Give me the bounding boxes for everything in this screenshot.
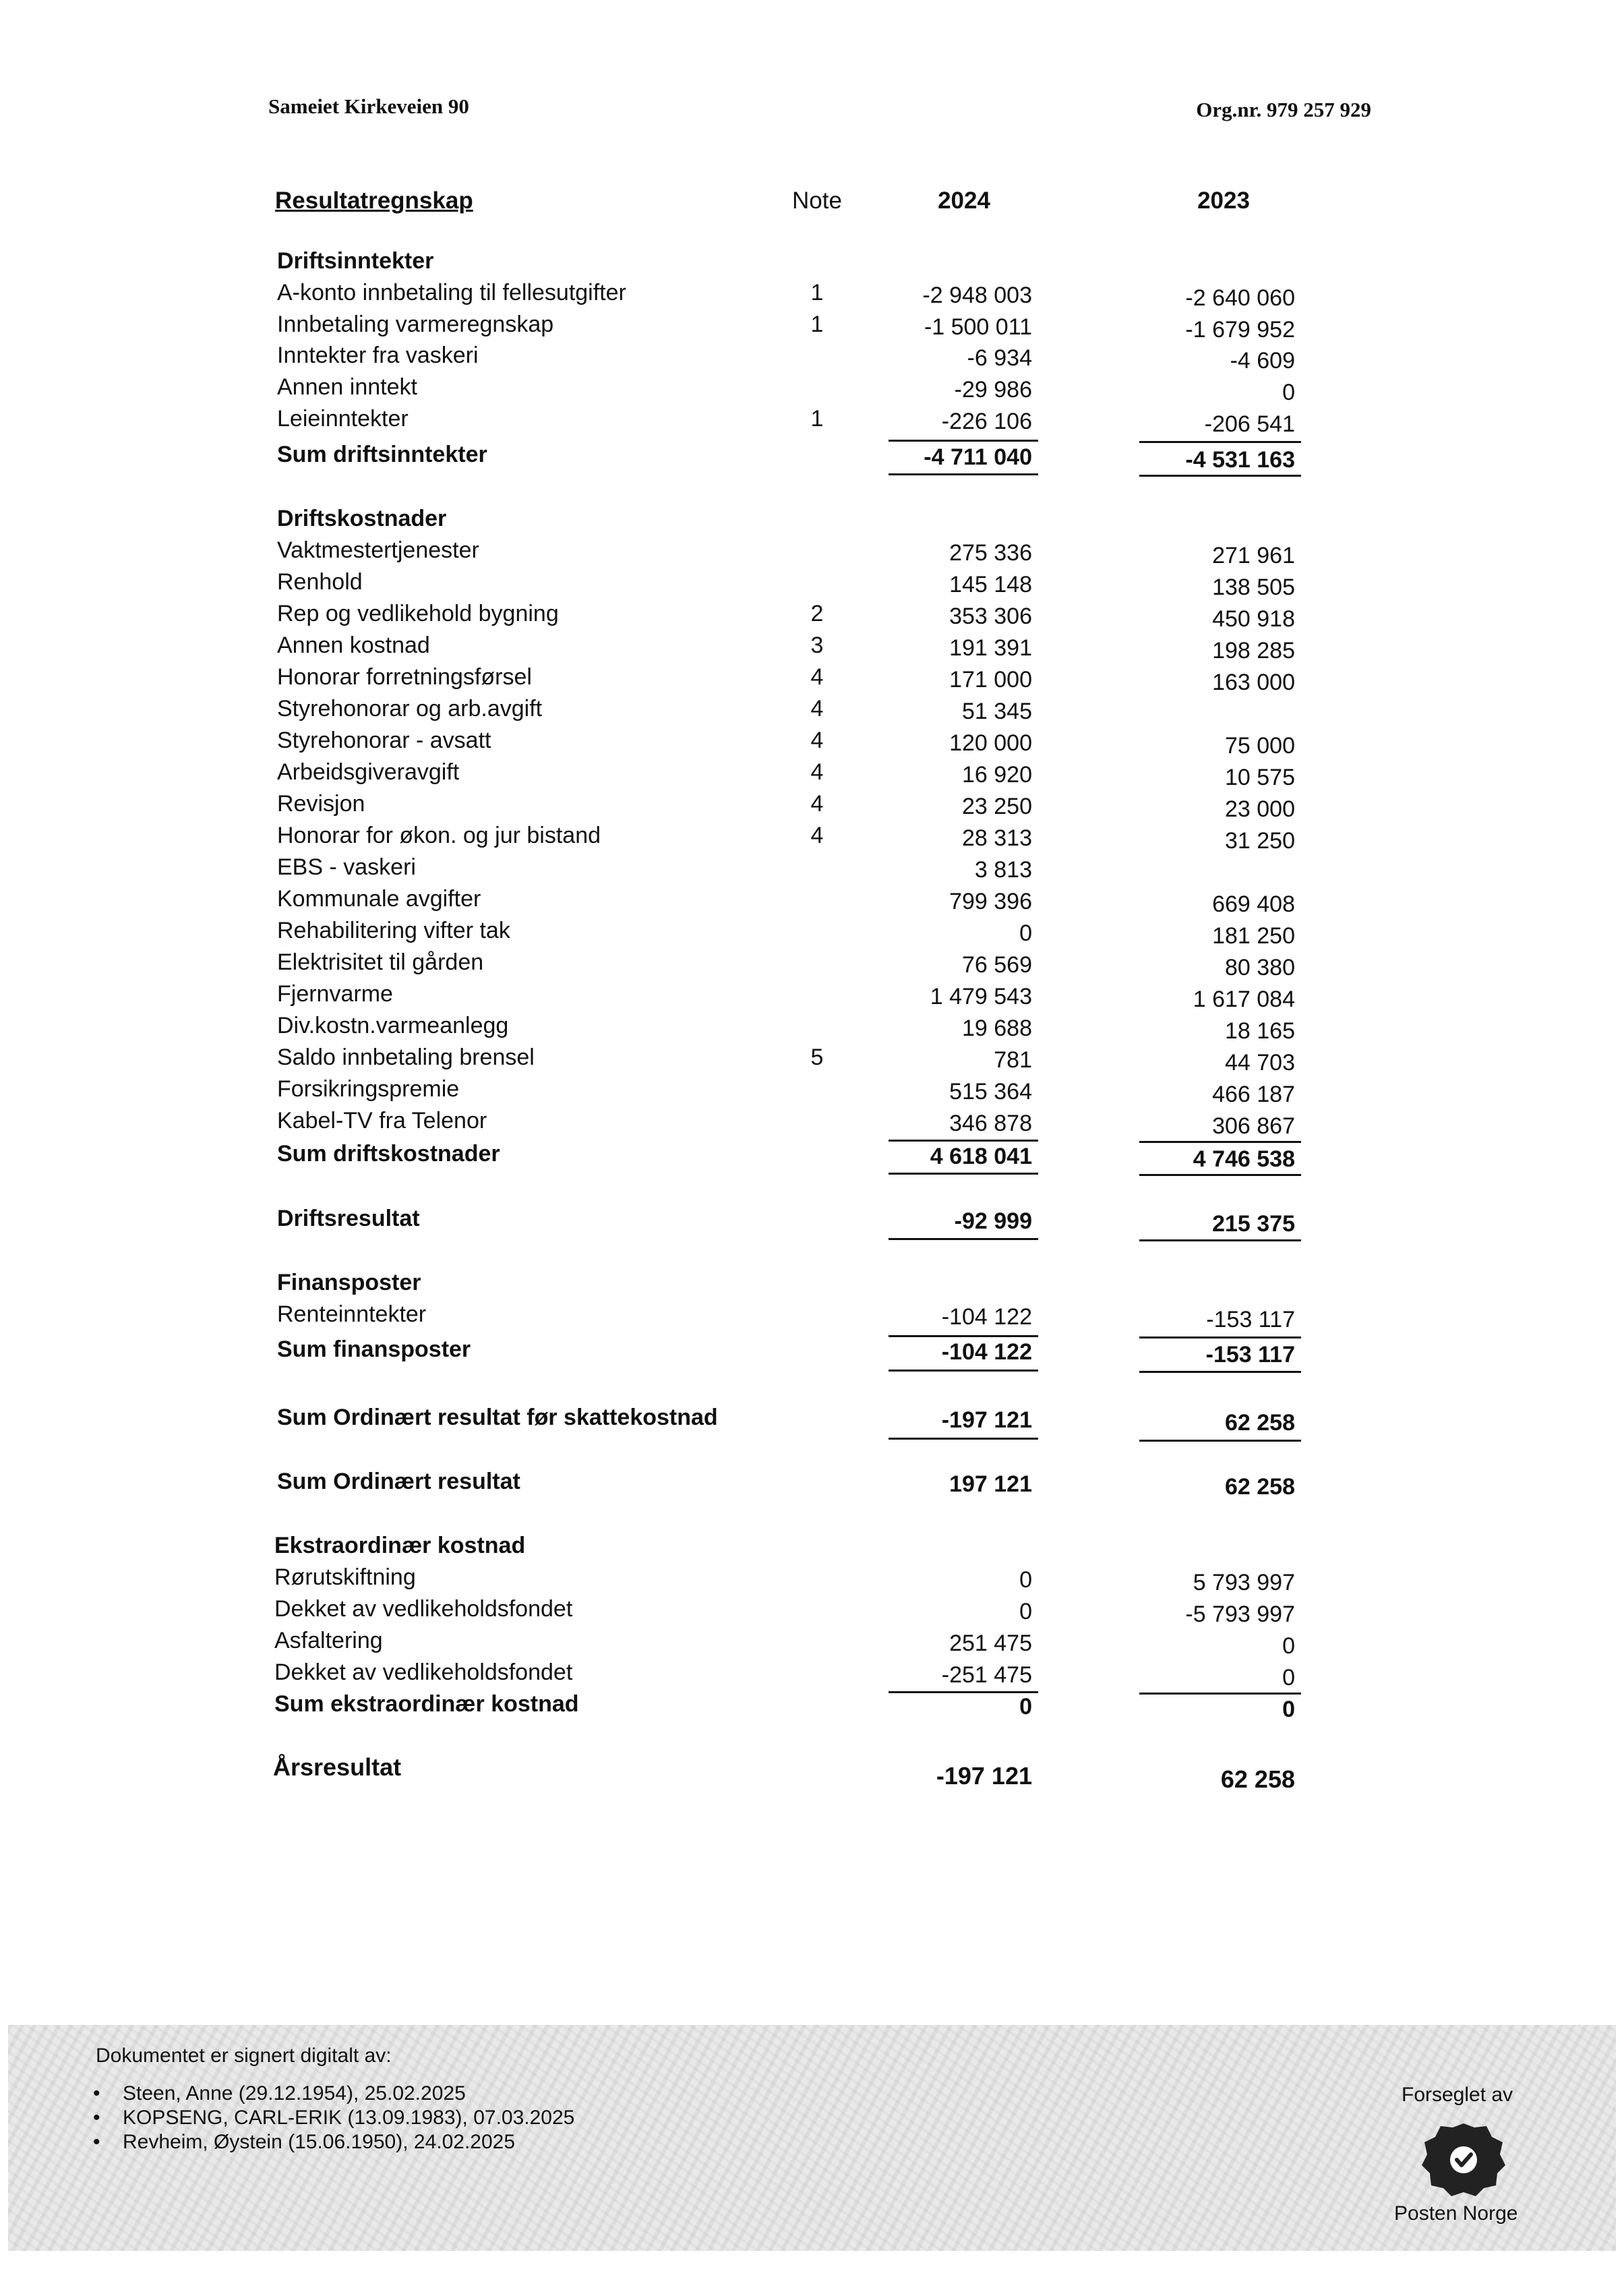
- section-heading: [0, 248, 1624, 280]
- row-label: Arbeidsgiveravgift: [277, 759, 460, 785]
- value-2023: 4 746 538: [1193, 1146, 1295, 1172]
- row-note: 4: [810, 823, 824, 848]
- rule: [1139, 475, 1301, 477]
- value-2024: -251 475: [941, 1662, 1032, 1688]
- table-row: [0, 343, 1624, 374]
- rule: [889, 1238, 1038, 1240]
- row-label: Driftsinntekter: [277, 248, 434, 274]
- table-row: [0, 823, 1624, 854]
- value-2023: 271 961: [1212, 543, 1295, 568]
- value-2024: -197 121: [941, 1407, 1032, 1433]
- value-2024: 275 336: [949, 540, 1032, 566]
- seal-caption: Forseglet av: [1402, 2084, 1513, 2106]
- row-label: Inntekter fra vaskeri: [277, 343, 479, 368]
- row-label: Honorar for økon. og jur bistand: [277, 823, 601, 848]
- row-label: EBS - vaskeri: [277, 854, 416, 880]
- value-2023: 0: [1282, 1665, 1295, 1690]
- signer-text: KOPSENG, CARL-ERIK (13.09.1983), 07.03.2025: [123, 2107, 575, 2129]
- value-2023: 181 250: [1212, 923, 1295, 949]
- checkmark-seal-icon: [1420, 2122, 1507, 2198]
- result-row: [0, 1206, 1624, 1237]
- value-2024: 346 878: [949, 1111, 1032, 1136]
- value-2024: 251 475: [949, 1630, 1032, 1656]
- row-note: 4: [810, 696, 824, 722]
- value-2023: 450 918: [1212, 606, 1295, 632]
- value-2024: 781: [994, 1047, 1032, 1073]
- sum-row: [0, 1336, 1624, 1368]
- table-row: [0, 569, 1624, 601]
- table-row: [0, 1301, 1624, 1333]
- row-note: 4: [810, 791, 824, 817]
- value-2024: 0: [1019, 920, 1032, 946]
- rule: [889, 473, 1038, 475]
- value-2023: -153 117: [1206, 1307, 1295, 1332]
- value-2024: 171 000: [949, 667, 1032, 693]
- signer-item: [93, 2131, 515, 2154]
- value-2023: 0: [1282, 1633, 1295, 1659]
- rule: [1139, 1174, 1301, 1176]
- row-label: Elektrisitet til gården: [277, 949, 484, 975]
- row-label: Ekstraordinær kostnad: [274, 1533, 526, 1558]
- row-label: Styrehonorar - avsatt: [277, 728, 491, 753]
- sum-row: [0, 442, 1624, 473]
- value-2023: 138 505: [1212, 575, 1295, 600]
- row-label: Rørutskiftning: [274, 1564, 416, 1590]
- table-row: [0, 1013, 1624, 1045]
- table-row: [0, 791, 1624, 823]
- row-label: Kommunale avgifter: [277, 886, 481, 912]
- row-label: Sum finansposter: [277, 1336, 471, 1362]
- table-row: [0, 1045, 1624, 1076]
- value-2023: 80 380: [1225, 955, 1295, 980]
- value-2023: -5 793 997: [1185, 1601, 1295, 1627]
- row-label: Finansposter: [277, 1270, 421, 1295]
- rule: [889, 1370, 1038, 1372]
- row-label: Forsikringspremie: [277, 1076, 460, 1102]
- value-2023: 5 793 997: [1193, 1570, 1295, 1595]
- table-row: [0, 759, 1624, 791]
- row-label: Kabel-TV fra Telenor: [277, 1108, 487, 1134]
- row-label: A-konto innbetaling til fellesutgifter: [277, 280, 626, 305]
- table-row: [0, 1628, 1624, 1659]
- value-2024: -4 711 040: [924, 444, 1032, 470]
- row-label: Styrehonorar og arb.avgift: [277, 696, 543, 722]
- value-2023: -206 541: [1204, 411, 1295, 437]
- value-2024: 16 920: [962, 762, 1032, 788]
- row-label: Vaktmestertjenester: [277, 537, 479, 563]
- statement-title: Resultatregnskap: [275, 187, 473, 214]
- sum-row: [0, 1141, 1624, 1173]
- rule: [889, 1173, 1038, 1175]
- value-2023: 306 867: [1212, 1113, 1295, 1139]
- value-2023: 18 165: [1225, 1018, 1295, 1044]
- org-number: Org.nr. 979 257 929: [1196, 98, 1371, 121]
- result-row: [0, 1469, 1624, 1500]
- year-2023-column-header: 2023: [1197, 187, 1250, 214]
- row-label: Renhold: [277, 569, 363, 595]
- value-2023: 198 285: [1212, 638, 1295, 664]
- value-2023: 669 408: [1212, 891, 1295, 917]
- table-row: [0, 1659, 1624, 1691]
- value-2024: 120 000: [949, 730, 1032, 756]
- value-2024: -6 934: [967, 345, 1032, 371]
- row-label: Årsresultat: [273, 1753, 402, 1781]
- row-label: Leieinntekter: [277, 406, 409, 432]
- value-2024: 191 391: [949, 635, 1032, 661]
- row-label: Saldo innbetaling brensel: [277, 1045, 535, 1070]
- value-2023: -4 531 163: [1185, 447, 1295, 473]
- row-label: Asfaltering: [274, 1628, 383, 1653]
- table-row: [0, 1596, 1624, 1628]
- value-2023: 0: [1282, 1697, 1295, 1722]
- value-2024: -226 106: [941, 409, 1032, 434]
- row-label: Dekket av vedlikeholdsfondet: [274, 1659, 573, 1685]
- value-2023: -1 679 952: [1185, 317, 1295, 343]
- value-2023: 75 000: [1225, 733, 1295, 759]
- table-row: [0, 280, 1624, 312]
- value-2024: 515 364: [949, 1079, 1032, 1105]
- row-label: Dekket av vedlikeholdsfondet: [274, 1596, 573, 1622]
- row-note: 4: [810, 664, 824, 690]
- signature-heading: Dokumentet er signert digitalt av:: [96, 2045, 392, 2067]
- row-label: Driftskostnader: [277, 506, 447, 531]
- table-row: [0, 664, 1624, 696]
- value-2024: 51 345: [962, 699, 1032, 724]
- value-2024: 4 618 041: [930, 1144, 1032, 1169]
- row-label: Sum Ordinært resultat før skattekostnad: [277, 1405, 718, 1430]
- value-2023: 31 250: [1225, 828, 1295, 854]
- value-2023: 1 617 084: [1193, 987, 1295, 1012]
- year-2024-column-header: 2024: [938, 187, 990, 214]
- value-2023: -2 640 060: [1185, 285, 1295, 311]
- row-label: Fjernvarme: [277, 981, 393, 1007]
- bullet-icon: •: [93, 2107, 100, 2129]
- value-2024: -29 986: [954, 377, 1032, 403]
- table-row: [0, 633, 1624, 664]
- row-label: Sum driftsinntekter: [277, 442, 487, 467]
- value-2023: -153 117: [1205, 1342, 1295, 1367]
- row-label: Div.kostn.varmeanlegg: [277, 1013, 509, 1038]
- table-row: [0, 601, 1624, 633]
- bullet-icon: •: [93, 2131, 100, 2153]
- row-label: Rehabilitering vifter tak: [277, 918, 510, 943]
- value-2023: 0: [1282, 380, 1295, 405]
- rule: [1139, 1440, 1301, 1442]
- signer-text: Revheim, Øystein (15.06.1950), 24.02.2025: [123, 2131, 516, 2153]
- value-2023: 163 000: [1212, 670, 1295, 695]
- value-2023: 62 258: [1225, 1410, 1295, 1436]
- note-column-header: Note: [792, 187, 842, 214]
- table-row: [0, 1076, 1624, 1108]
- row-label: Sum ekstraordinær kostnad: [274, 1691, 579, 1717]
- value-2024: 799 396: [949, 889, 1032, 914]
- table-row: [0, 1564, 1624, 1596]
- value-2024: 197 121: [949, 1471, 1032, 1497]
- row-label: Annen kostnad: [277, 633, 430, 658]
- value-2023: -4 609: [1230, 348, 1295, 374]
- value-2024: 28 313: [962, 825, 1032, 851]
- row-note: 2: [810, 601, 824, 626]
- signer-item: [93, 2082, 466, 2105]
- row-label: Sum driftskostnader: [277, 1141, 500, 1167]
- row-note: 1: [810, 406, 824, 432]
- value-2023: 466 187: [1212, 1082, 1295, 1107]
- table-row: [0, 1108, 1624, 1140]
- value-2024: 1 479 543: [930, 984, 1032, 1009]
- row-label: Sum Ordinært resultat: [277, 1469, 520, 1494]
- value-2024: -92 999: [954, 1208, 1032, 1234]
- table-row: [0, 374, 1624, 406]
- entity-name: Sameiet Kirkeveien 90: [268, 94, 469, 118]
- value-2024: 0: [1019, 1567, 1032, 1593]
- rule: [1139, 1239, 1301, 1241]
- seal-organization: Posten Norge: [1394, 2202, 1518, 2225]
- value-2024: 145 148: [949, 572, 1032, 597]
- table-row: [0, 537, 1624, 569]
- row-label: Rep og vedlikehold bygning: [277, 601, 559, 626]
- table-row: [0, 918, 1624, 949]
- section-heading: [0, 506, 1624, 537]
- result-row: [0, 1405, 1624, 1436]
- row-label: Annen inntekt: [277, 374, 417, 400]
- sum-row: [0, 1691, 1624, 1723]
- row-note: 1: [810, 280, 824, 305]
- value-2024: 353 306: [949, 604, 1032, 629]
- bullet-icon: •: [93, 2082, 100, 2105]
- rule: [1139, 1371, 1301, 1373]
- signer-item: [93, 2107, 574, 2129]
- row-note: 5: [810, 1045, 824, 1070]
- value-2023: 44 703: [1225, 1050, 1295, 1076]
- row-label: Renteinntekter: [277, 1301, 427, 1327]
- value-2023: 215 375: [1212, 1211, 1295, 1237]
- row-note: 4: [810, 759, 824, 785]
- table-row: [0, 854, 1624, 886]
- row-label: Revisjon: [277, 791, 365, 817]
- annual-result-row: [0, 1753, 1624, 1793]
- table-row: [0, 981, 1624, 1013]
- row-label: Honorar forretningsførsel: [277, 664, 532, 690]
- table-row: [0, 949, 1624, 981]
- signer-text: Steen, Anne (29.12.1954), 25.02.2025: [123, 2082, 466, 2105]
- value-2024: 19 688: [962, 1016, 1032, 1041]
- section-heading: [0, 1533, 1624, 1564]
- row-label: Driftsresultat: [277, 1206, 420, 1231]
- value-2024: -1 500 011: [924, 314, 1032, 340]
- value-2024: 76 569: [962, 952, 1032, 978]
- value-2023: 10 575: [1225, 765, 1295, 790]
- section-heading: [0, 1270, 1624, 1301]
- value-2024: -197 121: [936, 1762, 1032, 1790]
- value-2023: 62 258: [1220, 1765, 1295, 1793]
- row-label: Innbetaling varmeregnskap: [277, 312, 554, 337]
- value-2024: -104 122: [941, 1304, 1032, 1330]
- row-note: 3: [810, 633, 824, 658]
- row-note: 4: [810, 728, 824, 753]
- table-row: [0, 312, 1624, 343]
- value-2023: 23 000: [1225, 796, 1295, 822]
- row-note: 1: [810, 312, 824, 337]
- value-2024: 23 250: [962, 794, 1032, 819]
- table-row: [0, 728, 1624, 759]
- table-row: [0, 886, 1624, 918]
- rule: [889, 1438, 1038, 1440]
- value-2024: 0: [1019, 1694, 1032, 1719]
- value-2024: 0: [1019, 1599, 1032, 1624]
- value-2024: -2 948 003: [922, 283, 1032, 308]
- table-row: [0, 406, 1624, 438]
- value-2024: 3 813: [974, 857, 1032, 883]
- table-row: [0, 696, 1624, 728]
- value-2024: -104 122: [941, 1339, 1032, 1365]
- value-2023: 62 258: [1225, 1474, 1295, 1500]
